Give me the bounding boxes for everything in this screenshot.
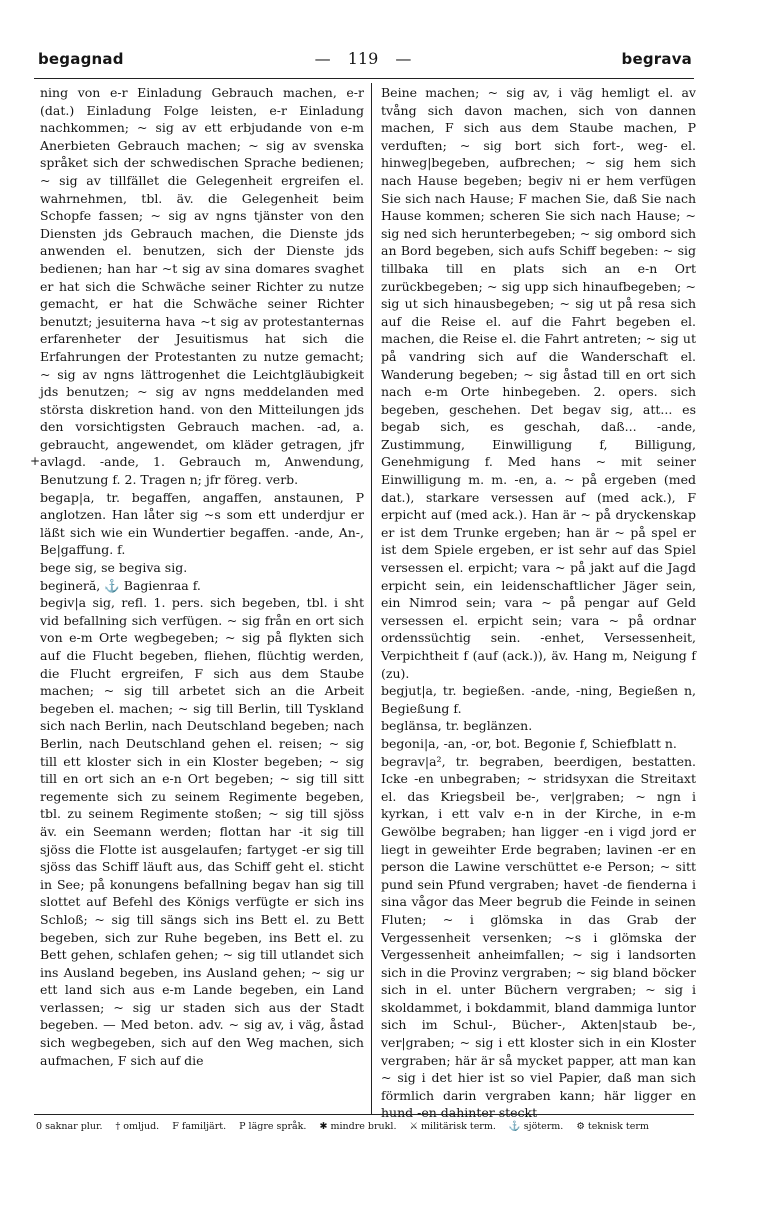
left-column <box>40 84 364 1108</box>
legend-nautical-term: ⚓ sjöterm. <box>508 1121 564 1132</box>
right-column <box>381 84 696 1121</box>
legend-low-language: P lägre språk. <box>239 1121 307 1132</box>
left-entry-begiva-sig: begiv|a sig, refl. 1. pers. sich begeben, tbl. i sht vid befallning sich verfügen. ~ sig från en ort sich von e-m Orte wegbegeben; ~ sig på flykten sich auf die Flucht begeben, fliehen, flüchtig werden, die Flucht ergreifen, F sich aus dem Staube machen; ~ sig till arbetet sich an die Arbeit begeben el. machen; ~ sig till Berlin, till Tyskland sich nach Berlin, nach Deutschland begeben; nach Berlin, nach Deutschland gehen el. reisen; ~ sig till ett kloster sich in ein Kloster begeben; ~ sig till en ort sich an e-n Ort begeben; ~ sig till sitt regemente sich zu seinem Regimente begeben, tbl. zu seinem Regimente stoßen; ~ sig till sjöss äv. ein Seemann werden; flottan har -it sig till sjöss die Flotte ist ausgelaufen; fartyget -er sig till sjöss das Schiff läuft aus, das Schiff geht el. sticht in See; på konungens befallning begav han sig till slottet auf Befehl des Königs verfügte er sich ins Schloß; ~ sig till sängs sich ins Bett el. zu Bett begeben, sich zur Ruhe begeben, ins Bett el. zu Bett gehen, schlafen gehen; ~ sig till utlandet sich ins Ausland begeben, ins Ausland gehen; ~ sig ur ett land sich aus e-m Lande begeben, ein Land verlassen; ~ sig ur staden sich aus der Stadt begeben. — Med beton. adv. ~ sig av, i väg, åstad sich wegbegeben, sich auf den Weg machen, sich aufmachen, F sich auf die <box>40 595 364 1068</box>
legend-umlaut: † omljud. <box>115 1121 160 1132</box>
left-entry-begagnande: ning von e-r Einladung Gebrauch machen, e-r (dat.) Einladung Folge leisten, e-r Einladung nachkommen; ~ sig av ett erbjudande von e-m Anerbieten Gebrauch machen; ~ sig av svenska språket sich der schwedischen Sprache bedienen; ~ sig av tillfället die Gelegenheit ergreifen el. wahrnehmen, tbl. äv. die Gelegenheit beim Schopfe fassen; ~ sig av ngns tjänster von den Diensten jds Gebrauch machen, die Dienste jds anwenden el. benutzen, sich der Dienste jds bedienen; han har ~t sig av sina domares svaghet er hat sich die Schwäche seiner Richter zu nutze gemacht, er hat die Schwäche seiner Richter benutzt; jesuiterna hava ~t sig av protestanternas erfarenheter der Jesuitismus hat sich die Erfahrungen der Protestanten zu nutze gemacht; ~ sig av ngns lättrogenhet die Leichtgläubigkeit jds benutzen; ~ sig av ngns meddelanden med största diskretion hand. von den Mitteilungen jds den vorsichtigsten Gebrauch machen. -ad, a. gebraucht, angewendet, om kläder getragen, jfr avlagd. -ande, 1. Gebrauch m, Anwendung, Benutzung f. 2. Tragen n; jfr föreg. verb. <box>40 85 364 488</box>
legend-no-plural: 0 saknar plur. <box>36 1121 103 1132</box>
header-right-word: begrava <box>621 50 692 68</box>
right-entry-begrava: begrav|a², tr. begraben, beerdigen, bestatten. Icke -en unbegraben; ~ stridsyxan die Streitaxt el. das Kriegsbeil be-, ver|graben; ~ ngn i kyrkan, i ett valv e-n in der Kirche, in e-m Gewölbe begraben; han ligger -en i vigd jord er liegt in geweihter Erde begraben; lavinen -er en person die Lawine verschüttet e-e Person; ~ sitt pund sein Pfund vergraben; havet -de fienderna i sina vågor das Meer begrub die Feinde in seinen Fluten; ~ i glömska in das Grab der Vergessenheit versenken; ~s i glömska der Vergessenheit anheimfallen; ~ sig i landsorten sich in die Provinz vergraben; ~ sig bland böcker sich in el. unter Büchern vergraben; ~ sig i skoldammet, i bokdammit, bland dammiga luntor sich im Schul-, Bücher-, Akten|staub be-, ver|graben; ~ sig i ett kloster sich in ein Kloster vergraben; här är så mycket papper, att man kan ~ sig i det hier ist so viel Papier, daß man sich förmlich darin vergraben kann; här ligger en hund -en dahinter steckt <box>381 753 696 1121</box>
header-dash-left: — <box>314 49 331 68</box>
right-entry-beglansa: beglänsa, tr. beglänzen. <box>381 718 533 734</box>
right-entry-begonia: begoni|a, -an, -or, bot. Begonie f, Schiefblatt n. <box>381 735 677 751</box>
left-entry-bege-sig: bege sig, se begiva sig. <box>40 560 188 576</box>
header-dash-right: — <box>395 49 412 68</box>
right-entry-begjuta: begjut|a, tr. begießen. -ande, -ning, Begießen n, Begießung f. <box>381 683 696 716</box>
header-rule <box>34 78 694 79</box>
page-number: 119 <box>347 49 379 68</box>
page-header <box>34 50 692 72</box>
footer-legend <box>36 1120 700 1134</box>
left-entry-begapa: begap|a, tr. begaffen, angaffen, anstaunen, P anglotzen. Han låter sig ~s som ett underdjur er läßt sich wie ein Wundertier begaffen. -ande, An-, Be|gaffung. f. <box>40 489 364 558</box>
legend-less-used: ✱ mindre brukl. <box>319 1121 397 1132</box>
footer-rule <box>34 1114 694 1115</box>
legend-familiar: F familjärt. <box>172 1121 227 1132</box>
header-page-number-group <box>34 49 692 68</box>
right-entry-begiva-continued: Beine machen; ~ sig av, i väg hemligt el. av tvång sich davon machen, sich von dannen machen, F sich aus dem Staube machen, P verduften; ~ sig bort sich fort-, weg- el. hinweg|begeben, aufbrechen; ~ sig hem sich nach Hause begeben; begiv ni er hem verfügen Sie sich nach Hause; F machen Sie, daß Sie nach Hause kommen; scheren Sie sich nach Hause; ~ sig ned sich herunterbegeben; ~ sig ombord sich an Bord begeben, sich aufs Schiff begeben: ~ sig tillbaka till en plats sich an e-n Ort zurückbegeben; ~ sig upp sich hinaufbegeben; ~ sig ut sich hinausbegeben; ~ sig ut på resa sich auf die Reise el. auf die Fahrt begeben el. machen, die Reise el. die Fahrt antreten; ~ sig ut på vandring sich auf die Wanderschaft el. Wanderung begeben; ~ sig åstad till en ort sich nach e-m Orte hinbegeben. 2. opers. sich begeben, geschehen. Det begav sig, att... es begab sich, es geschah, daß... -ande, Zustimmung, Einwilligung f, Billigung, Genehmigung f. Med hans ~ mit seiner Einwilligung m. m. -en, a. ~ på ergeben (med dat.), starkare versessen auf (med ack.), F erpicht auf (med ack.). Han är ~ på dryckenskap er ist dem Trunke ergeben; han är ~ på spel er ist dem Spiele ergeben, er ist sehr auf das Spiel versessen el. erpicht; vara ~ på jakt auf die Jagd erpicht sein, ein leidenschaftlicher Jäger sein, ein Nimrod sein; vara ~ på pengar auf Geld versessen el. erpicht sein; vara ~ på ordnar ordenssüchtig sein. -enhet, Versessenheit, Verpichtheit f (auf (ack.)), äv. Hang m, Neigung f (zu). <box>381 85 696 681</box>
margin-mark: + <box>30 454 41 468</box>
left-entry-begineraa: begineră, ⚓ Bagienraa f. <box>40 577 201 593</box>
column-divider <box>371 83 372 1115</box>
header-left-word: begagnad <box>38 50 124 68</box>
legend-technical-term: ⚙ teknisk term <box>576 1121 649 1132</box>
legend-military-term: ⚔ militärisk term. <box>409 1121 496 1132</box>
